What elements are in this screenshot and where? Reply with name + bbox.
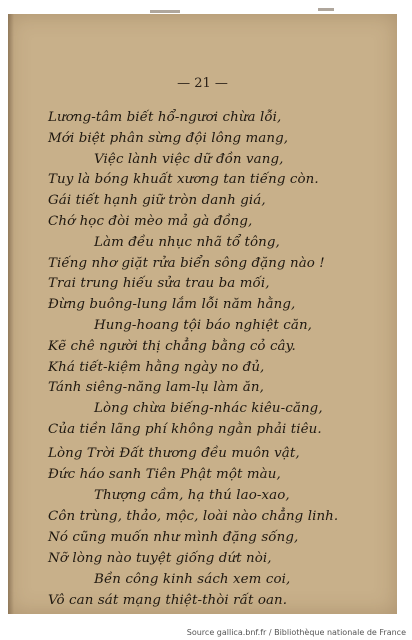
poem-line: Bền công kinh sách xem coi,: [94, 572, 291, 587]
poem-line: Lòng chừa biếng-nhác kiêu-căng,: [94, 401, 323, 416]
poem-line: Lòng Trời Đất thương đều muôn vật,: [48, 446, 300, 461]
book-page: [8, 14, 397, 614]
poem-line: Làm đều nhục nhã tổ tông,: [94, 235, 280, 250]
poem-line: Vô can sát mạng thiệt-thòi rất oan.: [48, 593, 288, 608]
poem-line: Tánh siêng-năng lam-lụ làm ăn,: [48, 380, 264, 395]
poem-line: Thượng cầm, hạ thú lao-xao,: [94, 488, 290, 503]
poem-line: Đức háo sanh Tiên Phật một màu,: [48, 467, 281, 482]
poem-line: Lương-tâm biết hổ-ngươi chừa lỗi,: [48, 110, 282, 125]
paper-fiber-mark: [318, 8, 334, 11]
poem-line: Tiếng nhơ giặt rửa biển sông đặng nào !: [48, 256, 325, 271]
poem-text: [8, 14, 397, 614]
poem-line: Khá tiết-kiệm hằng ngày no đủ,: [48, 360, 265, 375]
page-edge-shadow: [8, 14, 14, 614]
page-number: — 21 —: [177, 76, 228, 91]
poem-line: Chớ học đòi mèo mả gà đồng,: [48, 214, 253, 229]
source-credit: Source gallica.bnf.fr / Bibliothèque nationale de France: [186, 628, 406, 637]
poem-line: Hung-hoang tội báo nghiệt căn,: [94, 318, 313, 333]
poem-line: Tuy là bóng khuất xương tan tiếng còn.: [48, 172, 319, 187]
paper-fiber-mark: [150, 10, 180, 13]
poem-line: Đừng buông-lung lắm lỗi năm hằng,: [48, 297, 296, 312]
poem-line: Nỡ lòng nào tuyệt giống dứt nòi,: [48, 551, 272, 566]
poem-line: Của tiền lãng phí không ngằn phải tiêu.: [48, 422, 322, 437]
poem-line: Việc lành việc dữ đồn vang,: [94, 152, 284, 167]
poem-line: Nó cũng muốn như mình đặng sống,: [48, 530, 299, 545]
poem-line: Trai trung hiếu sửa trau ba mối,: [48, 276, 270, 291]
poem-line: Côn trùng, thảo, mộc, loài nào chẳng linh.: [48, 509, 339, 524]
poem-line: Mới biệt phân sừng đội lông mang,: [48, 131, 289, 146]
poem-line: Kẽ chê người thị chẳng bằng cỏ cây.: [48, 339, 296, 354]
poem-line: Gái tiết hạnh giữ tròn danh giá,: [48, 193, 266, 208]
